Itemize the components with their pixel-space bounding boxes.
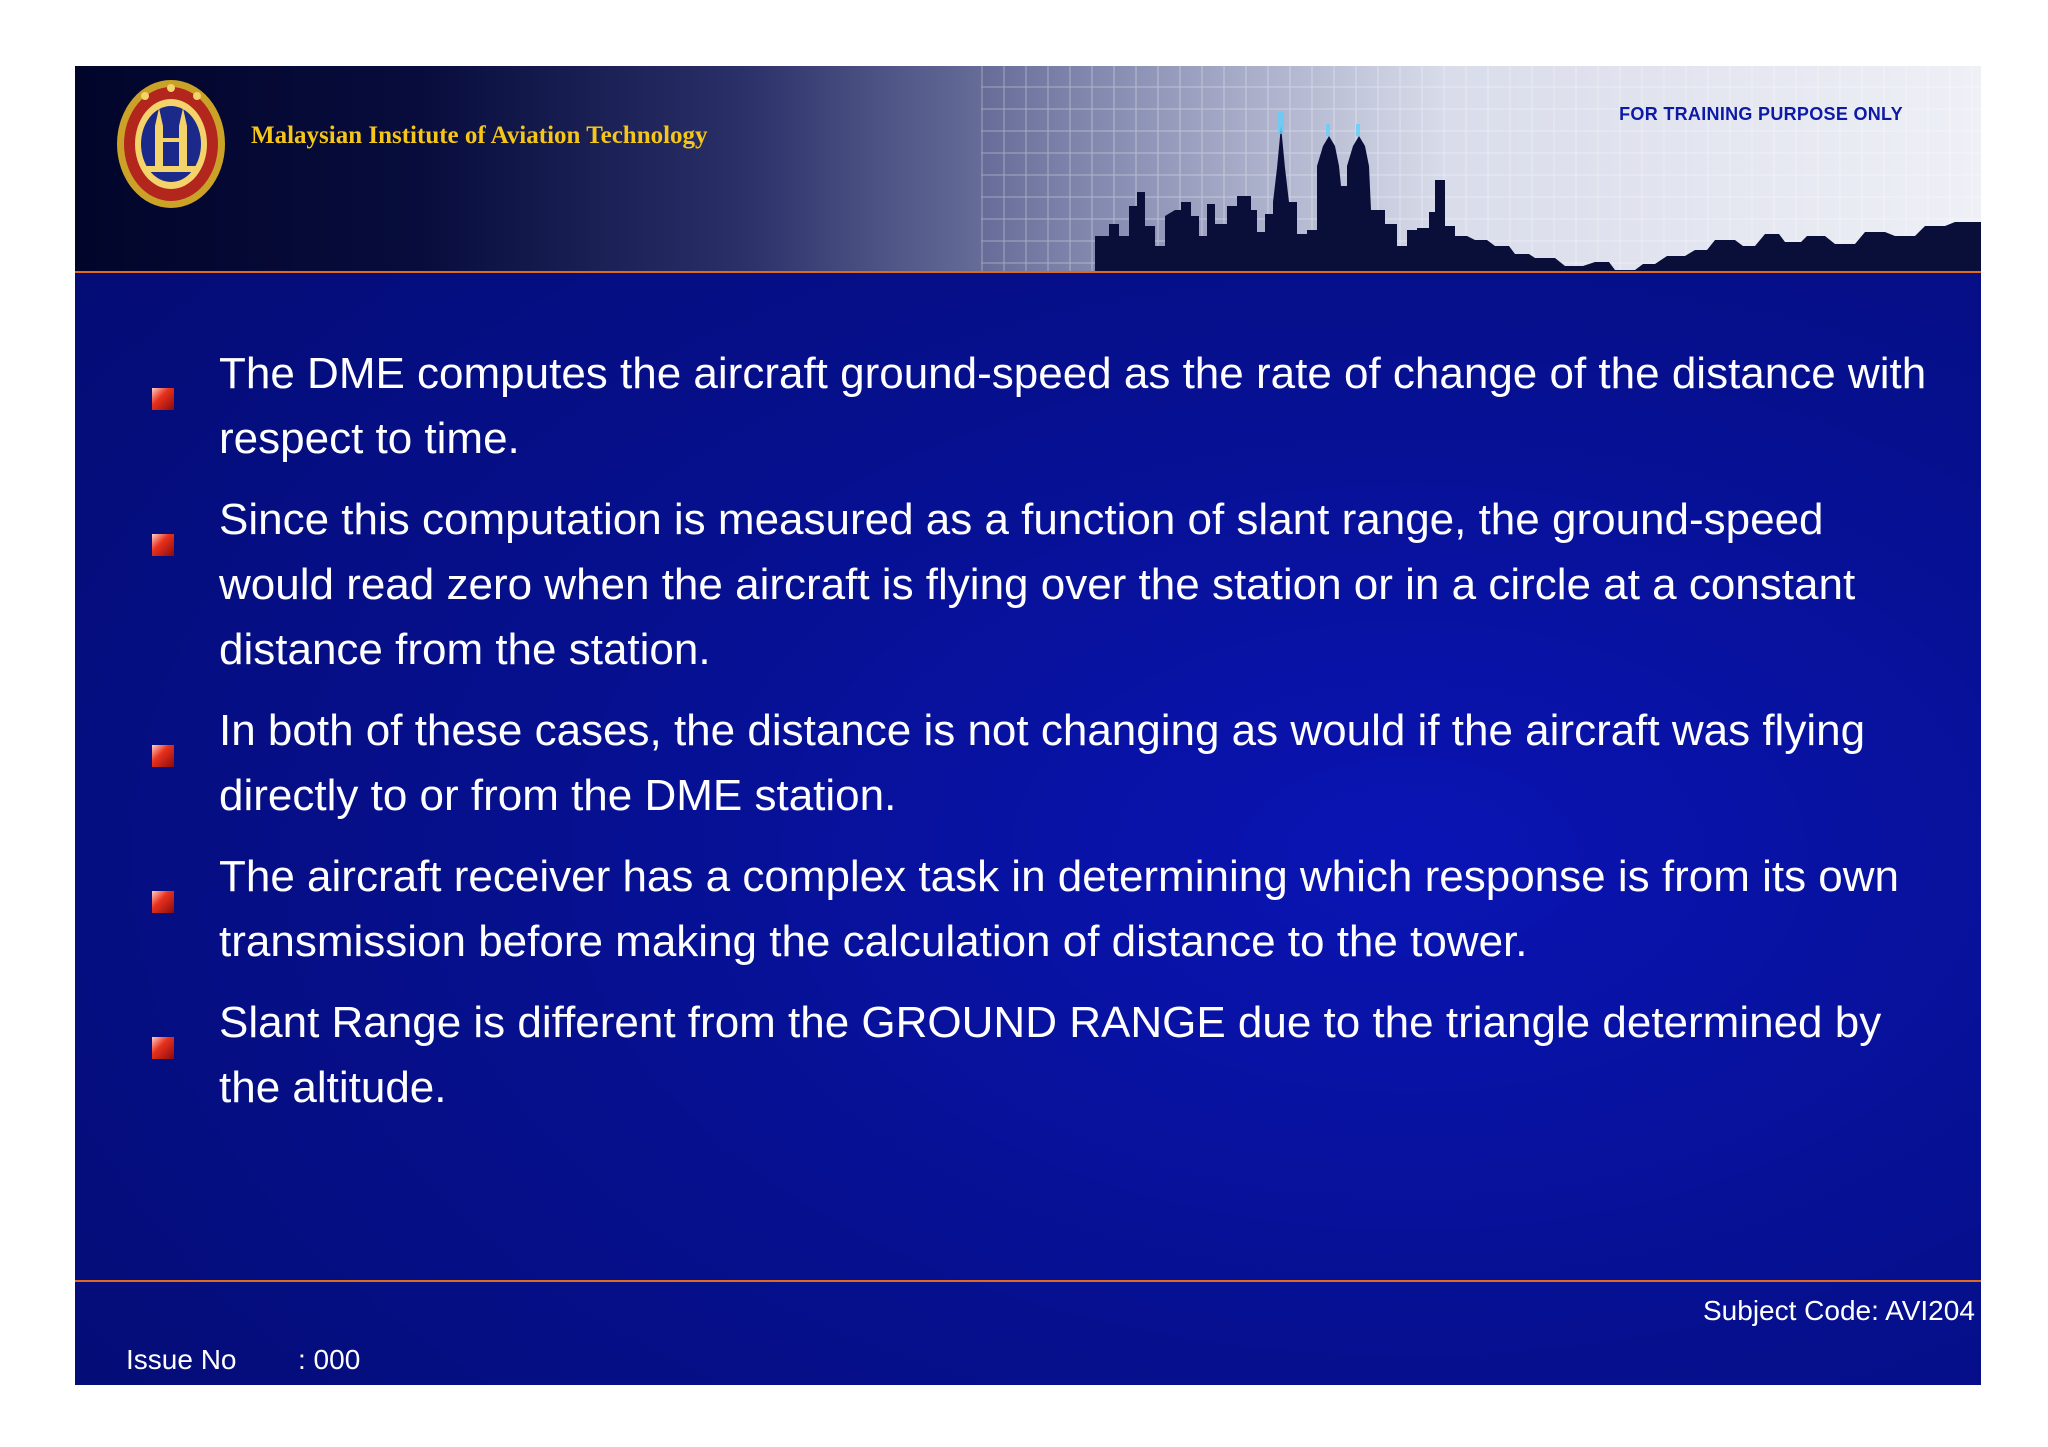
square-bullet-icon xyxy=(152,866,174,888)
issue-number xyxy=(126,1344,360,1376)
bullet-text: Slant Range is different from the GROUND RANGE due to the triangle determined by the altitude. xyxy=(219,998,1882,1112)
bullet-item xyxy=(150,990,1930,1120)
issue-value: : 000 xyxy=(298,1344,361,1375)
slide-header xyxy=(75,66,1981,271)
slide xyxy=(75,66,1981,1385)
bullet-text: Since this computation is measured as a function of slant range, the ground-speed would read zero when the aircraft is flying over the station or in a circle at a constant distance from the station. xyxy=(219,495,1856,674)
bullet-item xyxy=(150,487,1930,682)
square-bullet-icon xyxy=(152,363,174,385)
header-divider xyxy=(75,271,1981,273)
training-notice: FOR TRAINING PURPOSE ONLY xyxy=(1619,104,1903,124)
bullet-text: The aircraft receiver has a complex task in determining which response is from its own transmission before making the calculation of distance to the tower. xyxy=(219,852,1900,966)
subject-code: Subject Code: AVI204 xyxy=(1703,1295,1975,1326)
bullet-item xyxy=(150,844,1930,974)
square-bullet-icon xyxy=(152,720,174,742)
bullet-text: In both of these cases, the distance is not changing as would if the aircraft was flying directly to or from the DME station. xyxy=(219,706,1866,820)
city-skyline-graphic xyxy=(1095,106,1981,271)
bullet-list xyxy=(150,341,1930,1136)
bullet-item xyxy=(150,698,1930,828)
institute-name: Malaysian Institute of Aviation Technology xyxy=(251,122,708,149)
university-logo xyxy=(115,78,227,210)
square-bullet-icon xyxy=(152,509,174,531)
bullet-text: The DME computes the aircraft ground-speed as the rate of change of the distance with respect to time. xyxy=(219,349,1927,463)
footer-divider xyxy=(75,1280,1981,1282)
square-bullet-icon xyxy=(152,1012,174,1034)
issue-label: Issue No xyxy=(126,1344,237,1375)
bullet-item xyxy=(150,341,1930,471)
